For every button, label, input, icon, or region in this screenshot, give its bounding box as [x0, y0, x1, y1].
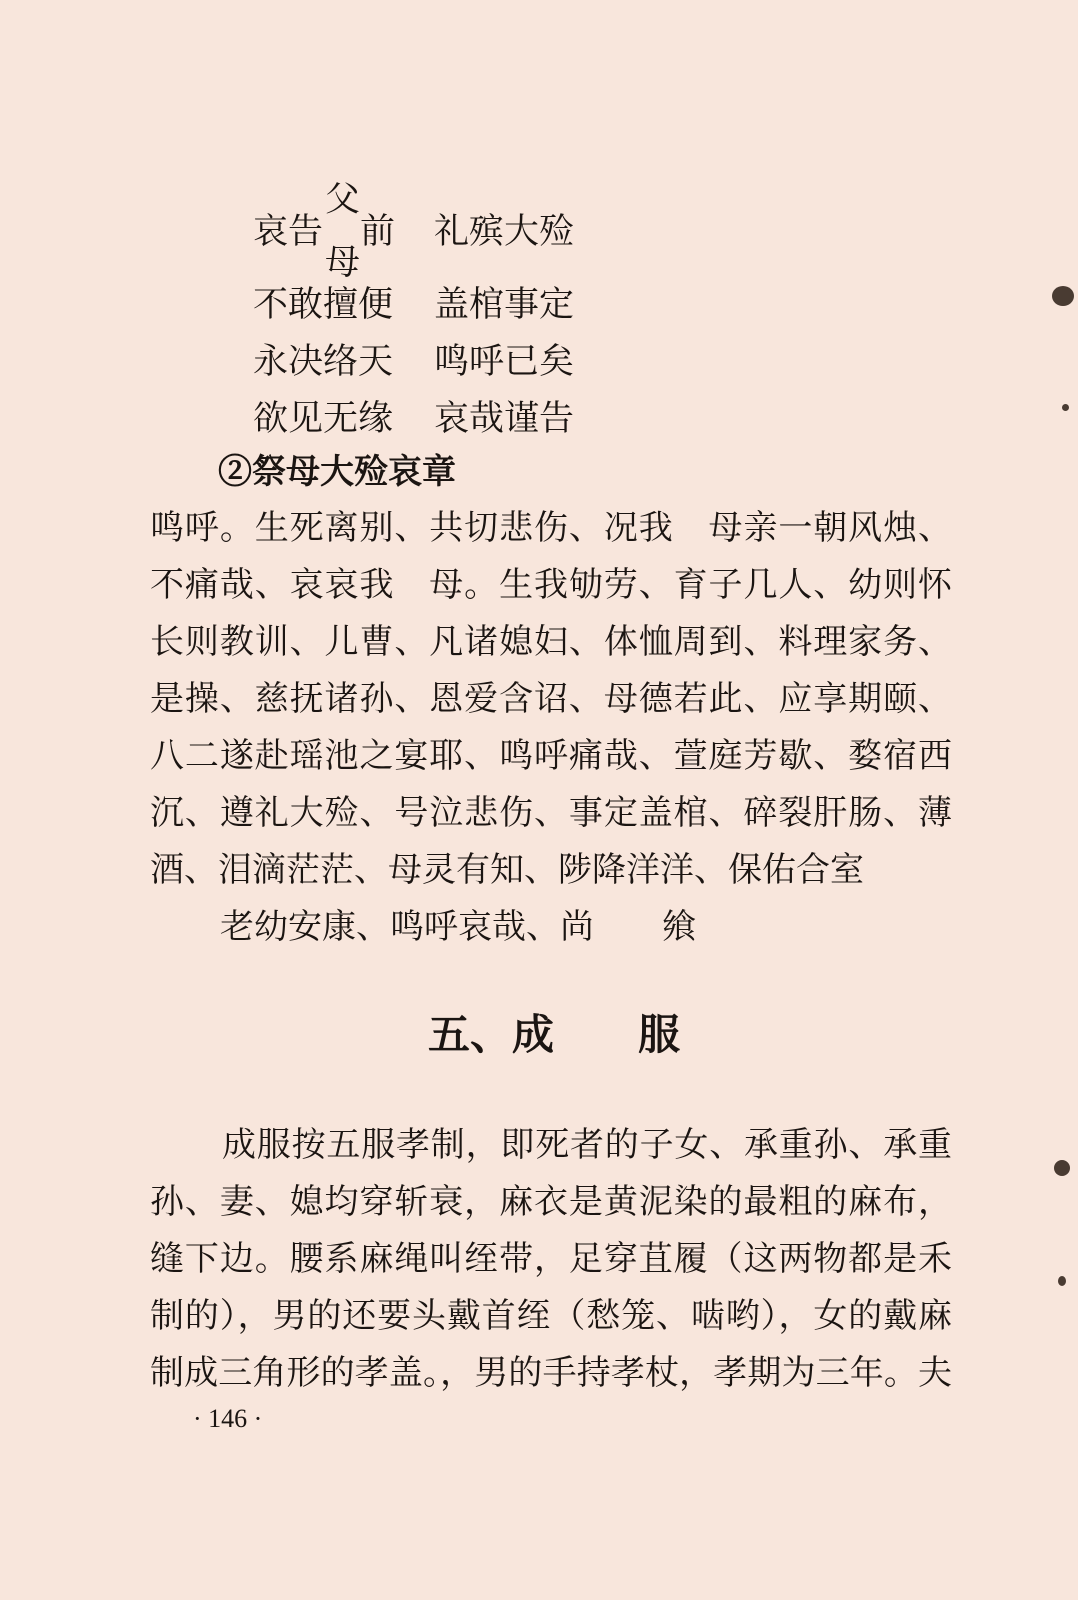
paragraph-line: 制成三角形的孝盖。，男的手持孝杖，孝期为三年。夫	[150, 1353, 952, 1393]
verse-row2-right: 盖棺事定	[434, 285, 575, 325]
scan-blemish	[1052, 286, 1074, 306]
verse-row2-left: 不敢擅便	[253, 285, 394, 325]
verse-row3-left: 永决络天	[253, 342, 394, 382]
paragraph-line: 成服按五服孝制，即死者的子女、承重孙、承重	[222, 1125, 952, 1165]
paragraph-line: 孙、妻、媳均穿斩衰，麻衣是黄泥染的最粗的麻布，	[150, 1182, 952, 1222]
page-number: · 146 ·	[193, 1404, 263, 1433]
eulogy-closing-line: 老幼安康、鸣呼哀哉、尚 飨	[220, 907, 696, 947]
eulogy-line: 长则教训、儿曹、凡诸媳妇、体恤周到、料理家务、	[150, 622, 952, 662]
eulogy-line: 八二遂赴瑶池之宴耶、鸣呼痛哉、萱庭芳歇、婺宿西	[150, 736, 952, 776]
eulogy-line: 沉、遵礼大殓、号泣悲伤、事定盖棺、碎裂肝肠、薄	[150, 793, 952, 833]
scan-blemish	[1054, 1160, 1070, 1176]
paragraph-line: 制的），男的还要头戴首绖（愁笼、啮哟），女的戴麻	[150, 1296, 952, 1336]
verse-row4-right: 哀哉谨告	[434, 399, 575, 439]
scan-blemish	[1058, 1276, 1066, 1286]
paragraph-line: 缝下边。腰系麻绳叫绖带，足穿苴履（这两物都是禾	[150, 1239, 952, 1279]
verse-row1-upper-char: 父	[325, 180, 361, 220]
verse-row4-left: 欲见无缘	[253, 399, 394, 439]
scan-blemish	[1062, 404, 1069, 411]
verse-row1-prefix: 哀告	[253, 212, 324, 252]
verse-row3-right: 鸣呼已矣	[434, 342, 575, 382]
eulogy-line: 鸣呼。生死离别、共切悲伤、况我 母亲一朝风烛、	[150, 508, 952, 548]
eulogy-line: 不痛哉、哀哀我 母。生我劬劳、育子几人、幼则怀	[150, 565, 952, 605]
verse-row1-right: 礼殡大殓	[434, 212, 575, 252]
verse-row1-lower-char: 母	[325, 243, 361, 283]
eulogy-line: 酒、泪滴茫茫、母灵有知、陟降洋洋、保佑合室	[150, 850, 864, 890]
eulogy-text	[150, 500, 952, 956]
verse-row1-suffix: 前	[360, 212, 396, 252]
section-heading: 五、成 服	[428, 1010, 681, 1059]
eulogy-line: 是操、慈抚诸孙、恩爱含诏、母德若此、应享期颐、	[150, 679, 952, 719]
eulogy-heading: ②祭母大殓哀章	[218, 452, 456, 492]
section-body	[150, 1117, 952, 1402]
